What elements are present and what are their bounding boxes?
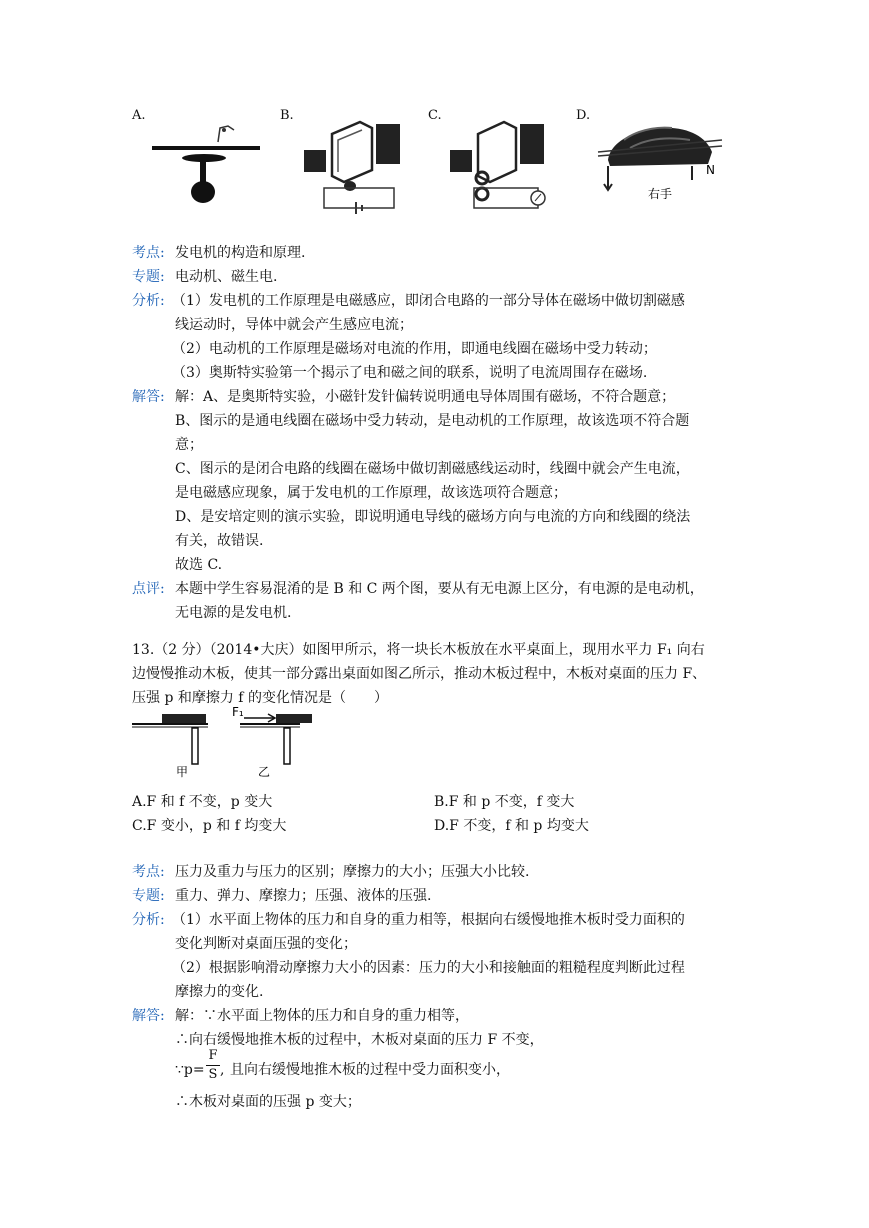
fenxi-line: 变化判断对桌面压强的变化； xyxy=(175,936,357,952)
dianping-line: 无电源的是发电机. xyxy=(175,605,292,621)
board-on-table-figure xyxy=(132,706,312,780)
right-hand-label: 右手 xyxy=(648,187,673,201)
fenxi-line: 线运动时，导体中就会产生感应电流； xyxy=(175,317,413,333)
jieda-line: 是电磁感应现象，属于发电机的工作原理，故该选项符合题意； xyxy=(175,485,567,501)
jieda-line: 意； xyxy=(175,437,203,453)
force-label: F₁ xyxy=(232,705,244,719)
jieda-line: ∵p= xyxy=(175,1062,205,1078)
pressure-fraction xyxy=(206,1047,220,1084)
fraction-numerator: F xyxy=(208,1048,218,1063)
option-c-letter: C. xyxy=(428,108,442,123)
fenxi-line: 摩擦力的变化. xyxy=(175,984,264,1000)
q13-option-b: B.F 和 p 不变，f 变大 xyxy=(434,794,575,810)
fenxi-line: （1）发电机的工作原理是电磁感应，即闭合电路的一部分导体在磁场中做切割磁感 xyxy=(172,293,685,309)
q13-stem-line: 边慢慢推动木板，使其一部分露出桌面如图乙所示，推动木板过程中，木板对桌面的压力 F、 xyxy=(132,666,707,682)
zhuanti-tag: 专题: xyxy=(132,269,165,285)
jieda-line: C、图示的是闭合电路的线圈在磁场中做切割磁感线运动时，线圈中就会产生电流， xyxy=(175,461,690,477)
fraction-comma: , xyxy=(220,1062,225,1078)
oersted-experiment-figure xyxy=(148,118,264,210)
jieda-line: ∴木板对桌面的压强 p 变大； xyxy=(175,1094,361,1110)
jieda-line: 故选 C. xyxy=(175,557,223,573)
kaodian-text: 发电机的构造和原理. xyxy=(175,245,306,261)
motor-figure xyxy=(298,114,410,214)
jieda-tag: 解答: xyxy=(132,1008,165,1024)
jieda-line: 且向右缓慢地推木板的过程中受力面积变小， xyxy=(230,1062,510,1078)
fenxi-line: （1）水平面上物体的压力和自身的重力相等，根据向右缓慢地推木板时受力面积的 xyxy=(172,912,685,928)
jieda-line: D、是安培定则的演示实验，即说明通电导线的磁场方向与电流的方向和线圈的绕法 xyxy=(175,509,691,525)
fenxi-line: （2）电动机的工作原理是磁场对电流的作用，即通电线圈在磁场中受力转动； xyxy=(172,341,657,357)
jieda-line: 解：∵水平面上物体的压力和自身的重力相等， xyxy=(175,1008,469,1024)
option-d-letter: D. xyxy=(576,108,591,123)
q13-option-a: A.F 和 f 不变，p 变大 xyxy=(132,794,273,810)
zhuanti-tag: 专题: xyxy=(132,888,165,904)
north-pole-label: N xyxy=(706,163,715,177)
q13-stem-line: 压强 p 和摩擦力 f 的变化情况是（ ） xyxy=(132,690,388,706)
jieda-tag: 解答: xyxy=(132,389,165,405)
q13-option-c: C.F 变小，p 和 f 均变大 xyxy=(132,818,287,834)
fenxi-tag: 分析: xyxy=(132,912,165,928)
dianping-tag: 点评: xyxy=(132,581,165,597)
q13-stem-line: 13.（2 分）（2014•大庆）如图甲所示，将一块长木板放在水平桌面上，现用水平力 F₁ 向右 xyxy=(132,642,705,658)
q13-option-d: D.F 不变，f 和 p 均变大 xyxy=(434,818,589,834)
kaodian-tag: 考点: xyxy=(132,864,165,880)
jieda-line: 有关，故错误. xyxy=(175,533,264,549)
jieda-line: B、图示的是通电线圈在磁场中受力转动，是电动机的工作原理，故该选项不符合题 xyxy=(175,413,690,429)
fenxi-line: （2）根据影响滑动摩擦力大小的因素：压力的大小和接触面的粗糙程度判断此过程 xyxy=(172,960,685,976)
option-b-letter: B. xyxy=(280,108,294,123)
option-a-letter: A. xyxy=(132,108,146,123)
jieda-line: 解：A、是奥斯特实验，小磁针发针偏转说明通电导体周围有磁场，不符合题意； xyxy=(175,389,676,405)
fenxi-tag: 分析: xyxy=(132,293,165,309)
kaodian-text: 压力及重力与压力的区别；摩擦力的大小；压强大小比较. xyxy=(175,864,530,880)
dianping-line: 本题中学生容易混淆的是 B 和 C 两个图，要从有无电源上区分，有电源的是电动机， xyxy=(175,581,704,597)
fig-jia-label: 甲 xyxy=(176,765,189,779)
fig-yi-label: 乙 xyxy=(258,765,271,779)
fenxi-line: （3）奥斯特实验第一个揭示了电和磁之间的联系，说明了电流周围存在磁场. xyxy=(172,365,648,381)
fraction-denominator: S xyxy=(206,1065,220,1084)
zhuanti-text: 电动机、磁生电. xyxy=(175,269,278,285)
zhuanti-text: 重力、弹力、摩擦力；压强、液体的压强. xyxy=(175,888,432,904)
jieda-line: ∴向右缓慢地推木板的过程中，木板对桌面的压力 F 不变， xyxy=(175,1032,544,1048)
kaodian-tag: 考点: xyxy=(132,245,165,261)
generator-figure xyxy=(446,114,556,214)
right-hand-rule-figure xyxy=(594,112,726,208)
